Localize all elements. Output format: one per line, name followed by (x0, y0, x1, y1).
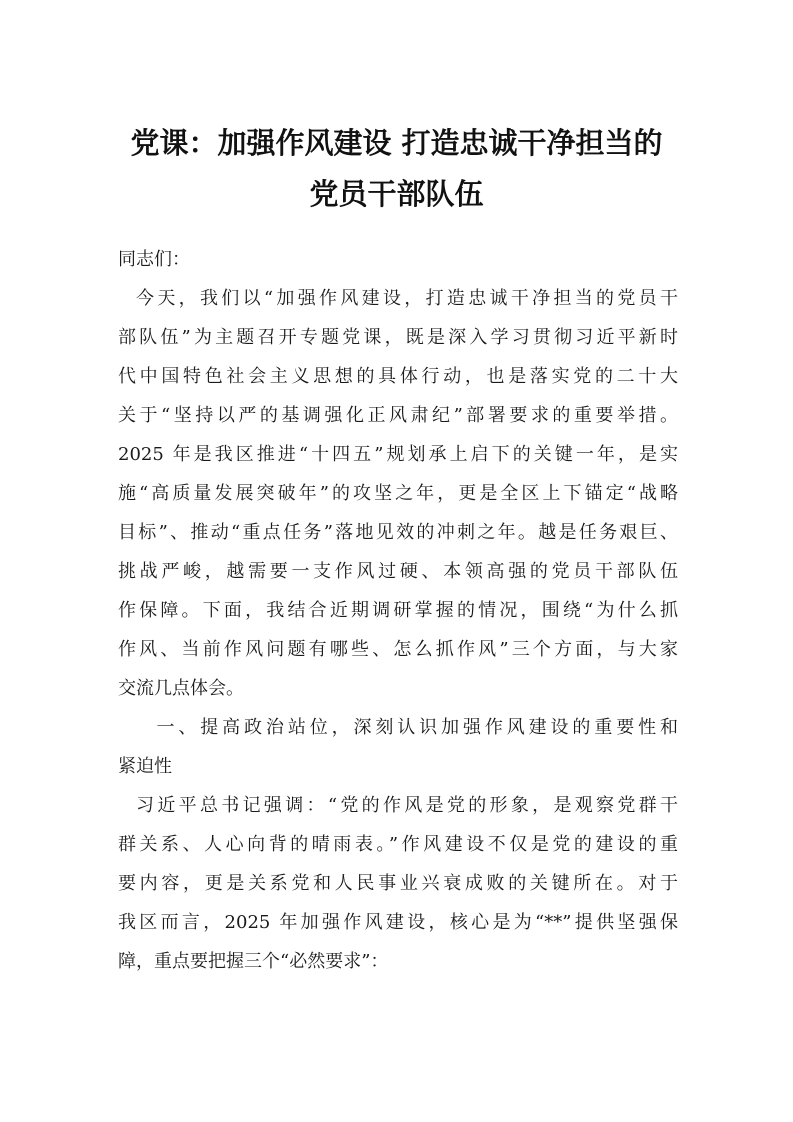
document-title-line-2: 党员干部队伍 (309, 177, 484, 211)
body-line: 作风、当前作风问题有哪些、怎么抓作风”三个方面，与大家 (118, 639, 678, 660)
body-line: 交流几点体会。 (118, 678, 244, 699)
salutation: 同志们： (118, 249, 190, 270)
body-line: 部队伍”为主题召开专题党课，既是深入学习贯彻习近平新时 (118, 327, 678, 348)
section-heading-line: 紧迫性 (118, 756, 172, 777)
document-body (118, 240, 678, 981)
body-line: 目标”、推动“重点任务”落地见效的冲刺之年。越是任务艰巨、 (118, 522, 678, 543)
body-line: 今天，我们以“加强作风建设，打造忠诚干净担当的党员干 (118, 288, 678, 309)
body-line: 群关系、人心向背的晴雨表。”作风建设不仅是党的建设的重 (118, 834, 678, 855)
document-title-line-1: 党课：加强作风建设 打造忠诚干净担当的 (130, 126, 663, 160)
body-line: 我区而言，2025 年加强作风建设，核心是为“**”提供坚强保 (118, 912, 678, 933)
body-line: 障，重点要把握三个“必然要求”： (118, 951, 389, 972)
body-line: 2025 年是我区推进“十四五”规划承上启下的关键一年，是实 (118, 444, 678, 465)
body-line: 挑战严峻，越需要一支作风过硬、本领高强的党员干部队伍 (118, 561, 678, 582)
body-line: 作保障。下面，我结合近期调研掌握的情况，围绕“为什么抓 (118, 600, 678, 621)
section-heading-line: 一、提高政治站位，深刻认识加强作风建设的重要性和 (118, 717, 678, 738)
body-line: 代中国特色社会主义思想的具体行动，也是落实党的二十大 (118, 366, 678, 387)
body-line: 施“高质量发展突破年”的攻坚之年，更是全区上下锚定“战略 (118, 483, 678, 504)
body-line: 关于“坚持以严的基调强化正风肃纪”部署要求的重要举措。 (118, 405, 678, 426)
body-line: 要内容，更是关系党和人民事业兴衰成败的关键所在。对于 (118, 873, 678, 894)
body-line: 习近平总书记强调：“党的作风是党的形象，是观察党群干 (118, 795, 678, 816)
